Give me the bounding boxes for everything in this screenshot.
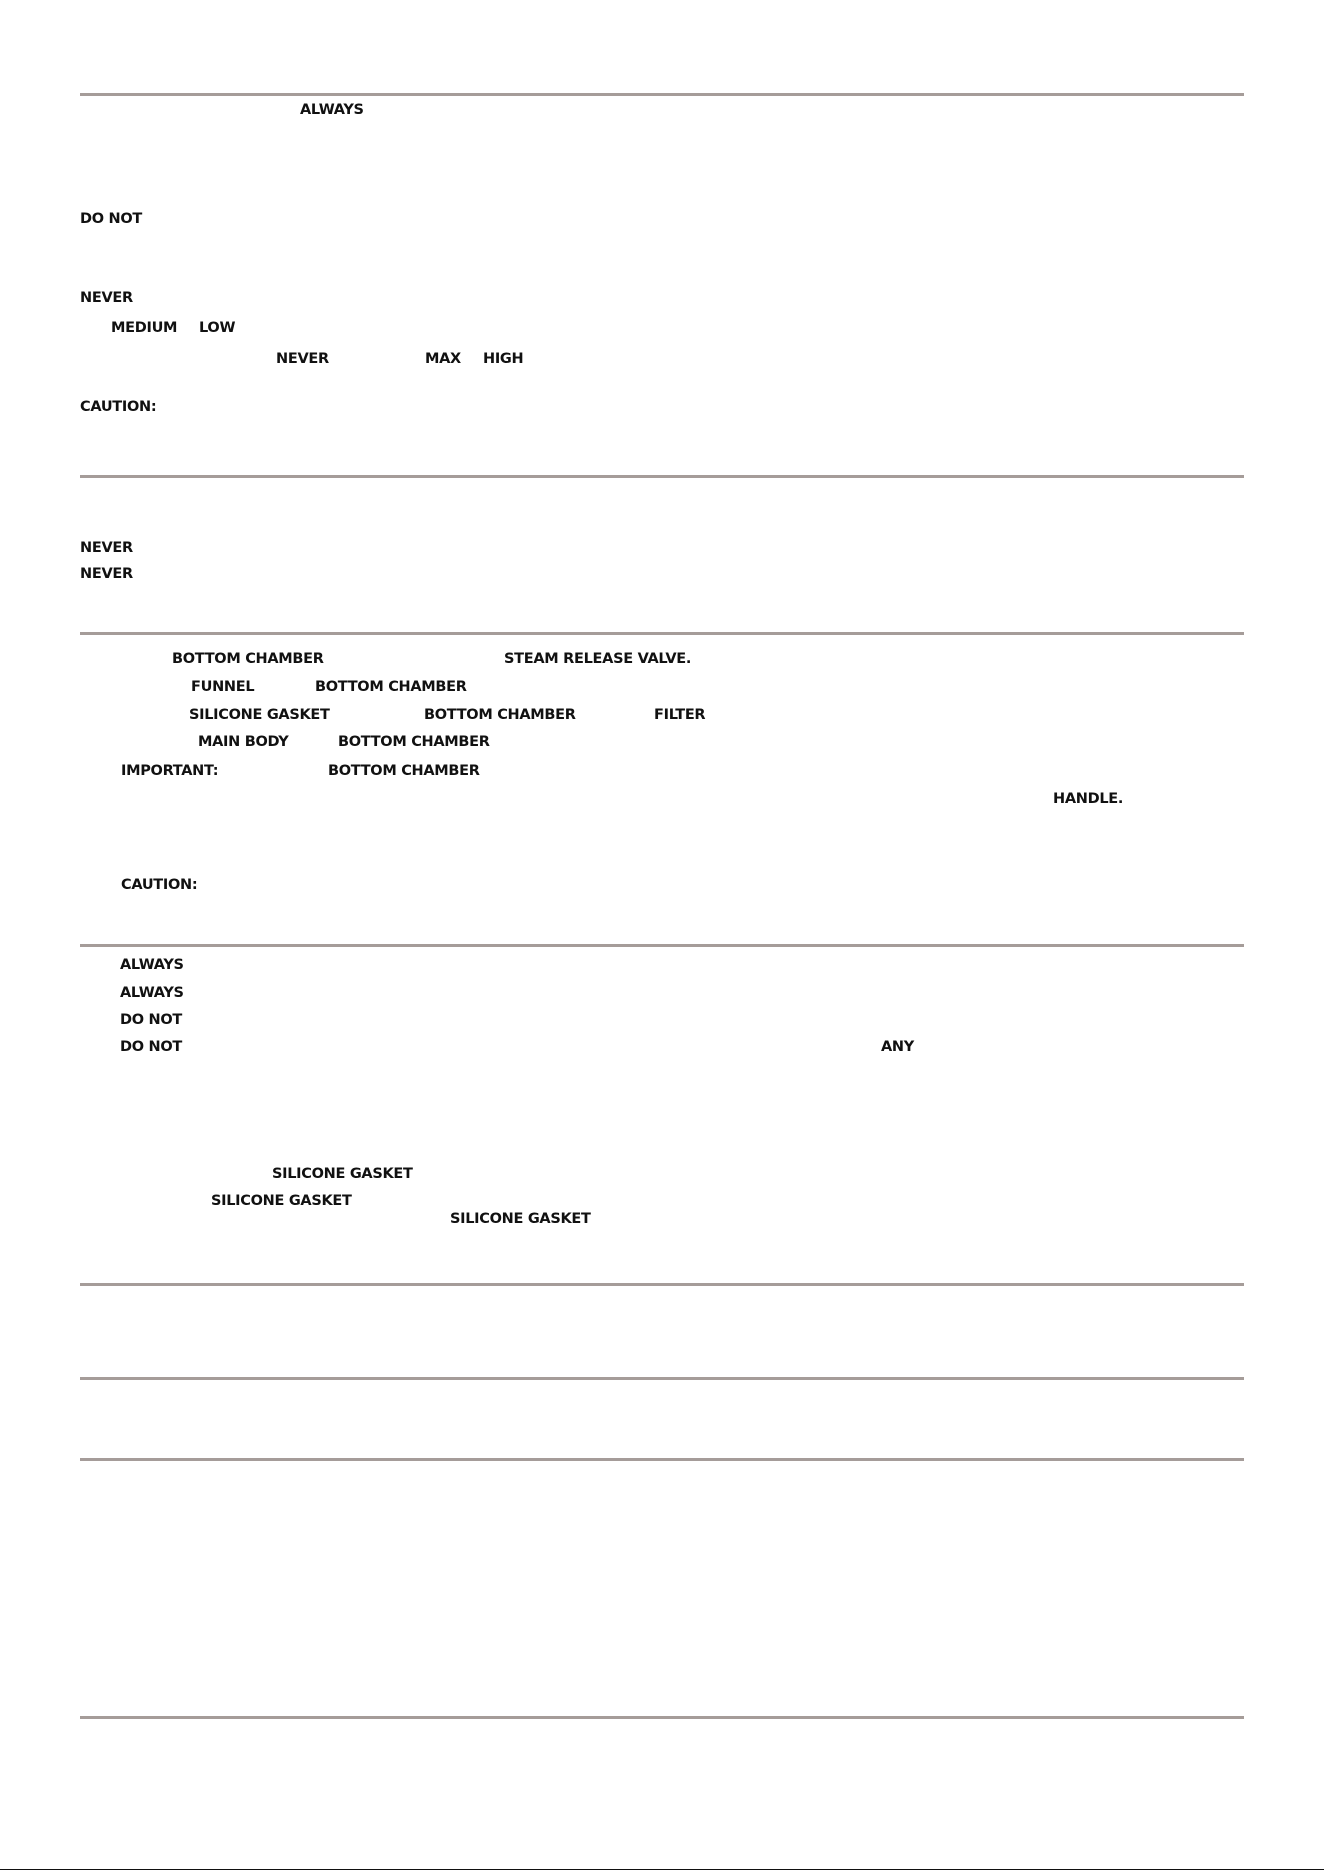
keyword-low: LOW <box>199 320 236 336</box>
keyword-filter: FILTER <box>654 707 706 723</box>
keyword-steam-release-valve: STEAM RELEASE VALVE. <box>504 651 692 667</box>
keyword-bottom-chamber: BOTTOM CHAMBER <box>338 734 490 750</box>
keyword-always: ALWAYS <box>300 102 364 118</box>
keyword-any: ANY <box>881 1039 914 1055</box>
keyword-main-body: MAIN BODY <box>198 734 289 750</box>
keyword-always: ALWAYS <box>120 985 184 1001</box>
keyword-silicone-gasket: SILICONE GASKET <box>189 707 330 723</box>
keyword-never: NEVER <box>80 540 133 556</box>
keyword-bottom-chamber: BOTTOM CHAMBER <box>172 651 324 667</box>
keyword-never: NEVER <box>276 351 329 367</box>
keyword-bottom-chamber: BOTTOM CHAMBER <box>328 763 480 779</box>
section-divider <box>80 93 1244 96</box>
keyword-always: ALWAYS <box>120 957 184 973</box>
section-divider <box>80 632 1244 635</box>
keyword-silicone-gasket: SILICONE GASKET <box>272 1166 413 1182</box>
section-divider <box>80 944 1244 947</box>
keyword-do-not: DO NOT <box>80 211 142 227</box>
keyword-important: IMPORTANT: <box>121 763 219 779</box>
section-divider <box>80 1716 1244 1719</box>
keyword-bottom-chamber: BOTTOM CHAMBER <box>424 707 576 723</box>
keyword-silicone-gasket: SILICONE GASKET <box>211 1193 352 1209</box>
keyword-never: NEVER <box>80 566 133 582</box>
keyword-caution: CAUTION: <box>80 399 157 415</box>
keyword-high: HIGH <box>483 351 524 367</box>
keyword-do-not: DO NOT <box>120 1039 182 1055</box>
section-divider <box>80 475 1244 478</box>
keyword-silicone-gasket: SILICONE GASKET <box>450 1211 591 1227</box>
section-divider <box>80 1458 1244 1461</box>
keyword-never: NEVER <box>80 290 133 306</box>
keyword-do-not: DO NOT <box>120 1012 182 1028</box>
keyword-handle: HANDLE. <box>1053 791 1124 807</box>
keyword-medium: MEDIUM <box>111 320 178 336</box>
section-divider <box>80 1283 1244 1286</box>
section-divider <box>80 1377 1244 1380</box>
page-bottom-border <box>0 1869 1324 1870</box>
keyword-bottom-chamber: BOTTOM CHAMBER <box>315 679 467 695</box>
keyword-max: MAX <box>425 351 461 367</box>
keyword-funnel: FUNNEL <box>191 679 255 695</box>
keyword-caution: CAUTION: <box>121 877 198 893</box>
